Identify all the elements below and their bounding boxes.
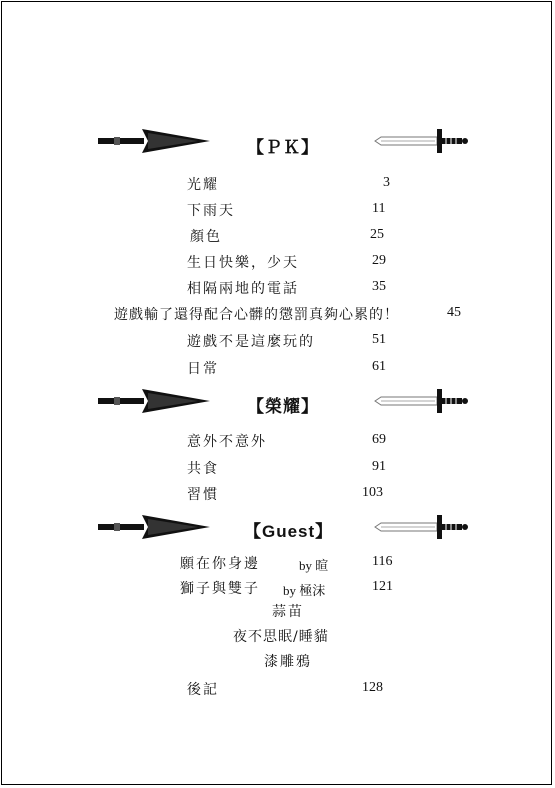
sword-icon bbox=[375, 127, 470, 155]
toc-entry-title: 顏色 bbox=[190, 229, 222, 245]
toc-entry-page: 116 bbox=[372, 554, 393, 569]
toc-entry-title: 生日快樂，少天 bbox=[187, 255, 299, 271]
toc-entry-page: 45 bbox=[447, 305, 461, 320]
toc-entry-title: 日常 bbox=[187, 361, 219, 377]
sword-icon bbox=[375, 387, 470, 415]
toc-entry-page: 121 bbox=[372, 579, 393, 594]
toc-entry-title: 意外不意外 bbox=[187, 434, 267, 450]
toc-entry-title: 相隔兩地的電話 bbox=[187, 281, 299, 297]
section-title-pk: 【ＰＫ】 bbox=[247, 138, 319, 158]
toc-entry-page: 29 bbox=[372, 253, 386, 268]
toc-entry-page: 61 bbox=[372, 359, 386, 374]
toc-entry-title: 光耀 bbox=[187, 177, 219, 193]
guest-credit: 漆雕鴉 bbox=[264, 654, 312, 670]
toc-entry-page: 25 bbox=[370, 227, 384, 242]
toc-entry-title: 願在你身邊 bbox=[180, 556, 260, 572]
toc-entry-title: 遊戲不是這麼玩的 bbox=[187, 334, 315, 350]
section-title-rongyao: 【榮耀】 bbox=[247, 397, 319, 417]
toc-entry-page: 91 bbox=[372, 459, 386, 474]
toc-entry-page: 35 bbox=[372, 279, 386, 294]
arrow-icon bbox=[98, 387, 213, 415]
toc-entry-title: 下雨天 bbox=[187, 203, 235, 219]
toc-entry-page: 51 bbox=[372, 332, 386, 347]
toc-entry-title: 獅子與雙子 bbox=[180, 581, 260, 597]
sword-icon bbox=[375, 513, 470, 541]
toc-entry-title: 遊戲輸了還得配合心髒的懲罰真夠心累的！ bbox=[114, 307, 399, 323]
toc-entry-page: 11 bbox=[372, 201, 386, 216]
afterword-page: 128 bbox=[362, 680, 383, 695]
toc-entry-page: 3 bbox=[383, 175, 390, 190]
arrow-icon bbox=[98, 127, 213, 155]
toc-entry-title: 共食 bbox=[187, 461, 219, 477]
arrow-icon bbox=[98, 513, 213, 541]
afterword-title: 後記 bbox=[187, 682, 219, 698]
guest-credit: 蒜苗 bbox=[272, 604, 304, 620]
guest-credit: 夜不思眠/睡貓 bbox=[233, 629, 329, 645]
toc-entry-title: 習慣 bbox=[187, 487, 219, 503]
toc-entry-page: 103 bbox=[362, 485, 383, 500]
toc-entry-author: by 暄 bbox=[299, 558, 329, 573]
section-title-guest: 【Guest】 bbox=[244, 522, 334, 541]
toc-entry-page: 69 bbox=[372, 432, 386, 447]
toc-entry-author: by 極沫 bbox=[283, 583, 326, 598]
